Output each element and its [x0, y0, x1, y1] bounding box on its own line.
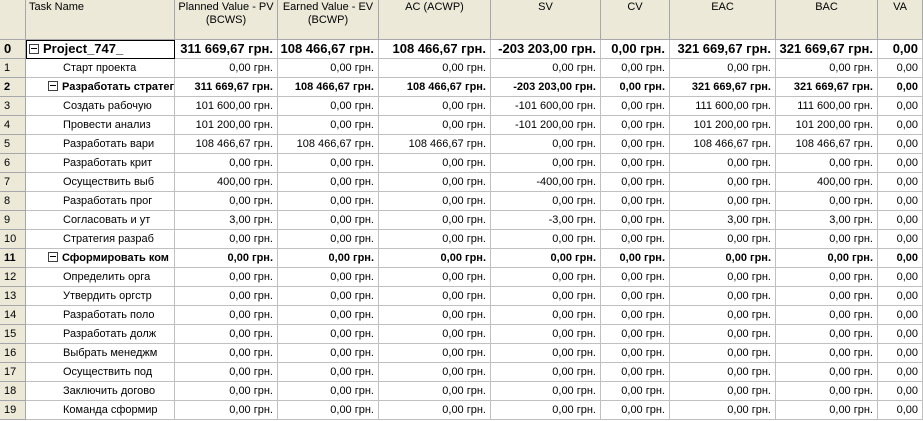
actual-cost-cell[interactable]: 108 466,67 грн. [379, 135, 491, 154]
planned-value-header[interactable]: Planned Value - PV (BCWS) [175, 0, 278, 40]
task-name-label: Утвердить оргстр [63, 290, 152, 302]
task-name-cell[interactable] [26, 154, 175, 173]
table-row[interactable] [0, 97, 923, 116]
va-value-cell[interactable]: 0,00 [878, 268, 923, 287]
cv-value-cell[interactable]: 0,00 грн. [601, 344, 670, 363]
planned-value-cell[interactable]: 101 200,00 грн. [175, 116, 278, 135]
va-value-cell[interactable]: 0,00 [878, 363, 923, 382]
va-header[interactable]: VA [878, 0, 923, 40]
va-value-cell[interactable]: 0,00 [878, 382, 923, 401]
eac-value-cell[interactable]: 0,00 грн. [670, 325, 776, 344]
actual-cost-cell[interactable]: 0,00 грн. [379, 287, 491, 306]
va-value-cell[interactable]: 0,00 [878, 325, 923, 344]
task-name-header[interactable]: Task Name [26, 0, 175, 40]
bac-value-cell[interactable]: 0,00 грн. [776, 363, 878, 382]
task-name-label: Разработать стратег [62, 81, 175, 93]
earned-value-cell[interactable]: 0,00 грн. [278, 154, 379, 173]
table-row[interactable] [0, 344, 923, 363]
planned-value-cell[interactable]: 0,00 грн. [175, 59, 278, 78]
earned-value-cell[interactable]: 0,00 грн. [278, 230, 379, 249]
actual-cost-cell[interactable]: 0,00 грн. [379, 192, 491, 211]
cv-value-cell[interactable]: 0,00 грн. [601, 268, 670, 287]
cv-value-cell[interactable]: 0,00 грн. [601, 363, 670, 382]
task-name-cell[interactable] [26, 363, 175, 382]
planned-value-cell[interactable]: 0,00 грн. [175, 230, 278, 249]
task-name-label: Осуществить выб [63, 176, 155, 188]
va-value-cell[interactable]: 0,00 [878, 344, 923, 363]
planned-value-cell[interactable]: 101 600,00 грн. [175, 97, 278, 116]
eac-value-cell[interactable]: 0,00 грн. [670, 268, 776, 287]
cv-value-cell[interactable]: 0,00 грн. [601, 59, 670, 78]
task-name-cell[interactable] [26, 325, 175, 344]
actual-cost-cell[interactable]: 0,00 грн. [379, 59, 491, 78]
sv-value-cell[interactable]: -101 600,00 грн. [491, 97, 601, 116]
task-name-cell[interactable] [26, 287, 175, 306]
sv-value-cell[interactable]: 0,00 грн. [491, 135, 601, 154]
table-row[interactable] [0, 40, 923, 59]
task-name-label: Разработать крит [63, 157, 153, 169]
planned-value-cell[interactable]: 0,00 грн. [175, 325, 278, 344]
task-name-cell[interactable] [26, 306, 175, 325]
planned-value-cell[interactable]: 3,00 грн. [175, 211, 278, 230]
collapse-icon[interactable] [48, 252, 58, 262]
actual-cost-cell[interactable]: 0,00 грн. [379, 401, 491, 420]
va-value-cell[interactable]: 0,00 [878, 230, 923, 249]
task-name-label: Выбрать менеджм [63, 347, 158, 359]
table-row[interactable] [0, 116, 923, 135]
task-name-cell[interactable] [26, 249, 175, 268]
actual-cost-cell[interactable]: 108 466,67 грн. [379, 78, 491, 97]
sv-value-cell[interactable]: 0,00 грн. [491, 59, 601, 78]
va-value-cell[interactable]: 0,00 [878, 40, 923, 59]
va-value-cell[interactable]: 0,00 [878, 192, 923, 211]
row-id-cell[interactable]: 13 [0, 287, 26, 306]
eac-value-cell[interactable]: 0,00 грн. [670, 363, 776, 382]
eac-value-cell[interactable]: 0,00 грн. [670, 230, 776, 249]
planned-value-cell[interactable]: 400,00 грн. [175, 173, 278, 192]
task-name-cell[interactable] [26, 97, 175, 116]
cv-value-cell[interactable]: 0,00 грн. [601, 230, 670, 249]
sv-value-cell[interactable]: 0,00 грн. [491, 154, 601, 173]
table-header [0, 0, 923, 40]
eac-value-cell[interactable]: 0,00 грн. [670, 173, 776, 192]
task-name-cell[interactable] [26, 211, 175, 230]
sv-value-cell[interactable]: 0,00 грн. [491, 306, 601, 325]
actual-cost-cell[interactable]: 0,00 грн. [379, 211, 491, 230]
row-id-cell[interactable]: 0 [0, 40, 26, 59]
task-name-cell[interactable] [26, 78, 175, 97]
task-name-label: Сформировать ком [62, 252, 169, 264]
va-value-cell[interactable]: 0,00 [878, 59, 923, 78]
earned-value-cell[interactable]: 0,00 грн. [278, 173, 379, 192]
eac-value-cell[interactable]: 0,00 грн. [670, 382, 776, 401]
earned-value-cell[interactable]: 0,00 грн. [278, 325, 379, 344]
task-name-label: Команда сформир [63, 404, 158, 416]
planned-value-cell[interactable]: 0,00 грн. [175, 192, 278, 211]
cv-value-cell[interactable]: 0,00 грн. [601, 287, 670, 306]
task-name-label: Разработать поло [63, 309, 155, 321]
task-name-label: Разработать прог [63, 195, 153, 207]
table-row[interactable] [0, 230, 923, 249]
cv-value-cell[interactable]: 0,00 грн. [601, 325, 670, 344]
earned-value-cell[interactable]: 108 466,67 грн. [278, 78, 379, 97]
sv-value-cell[interactable]: 0,00 грн. [491, 230, 601, 249]
va-value-cell[interactable]: 0,00 [878, 116, 923, 135]
bac-value-cell[interactable]: 321 669,67 грн. [776, 78, 878, 97]
task-name-label: Стратегия разраб [63, 233, 154, 245]
table-row[interactable] [0, 287, 923, 306]
row-id-cell[interactable]: 9 [0, 211, 26, 230]
bac-value-cell[interactable]: 101 200,00 грн. [776, 116, 878, 135]
eac-value-cell[interactable]: 0,00 грн. [670, 192, 776, 211]
earned-value-cell[interactable]: 0,00 грн. [278, 268, 379, 287]
va-value-cell[interactable]: 0,00 [878, 287, 923, 306]
bac-value-cell[interactable]: 0,00 грн. [776, 287, 878, 306]
bac-value-cell[interactable]: 0,00 грн. [776, 401, 878, 420]
row-id-cell[interactable]: 3 [0, 97, 26, 116]
earned-value-cell[interactable]: 0,00 грн. [278, 287, 379, 306]
va-value-cell[interactable]: 0,00 [878, 97, 923, 116]
actual-cost-cell[interactable]: 0,00 грн. [379, 306, 491, 325]
eac-value-cell[interactable]: 0,00 грн. [670, 59, 776, 78]
table-row[interactable] [0, 78, 923, 97]
earned-value-cell[interactable]: 0,00 грн. [278, 249, 379, 268]
actual-cost-cell[interactable]: 0,00 грн. [379, 116, 491, 135]
task-name-cell[interactable] [26, 382, 175, 401]
eac-value-cell[interactable]: 0,00 грн. [670, 287, 776, 306]
va-value-cell[interactable]: 0,00 [878, 249, 923, 268]
sv-value-cell[interactable]: 0,00 грн. [491, 249, 601, 268]
va-value-cell[interactable]: 0,00 [878, 173, 923, 192]
bac-value-cell[interactable]: 0,00 грн. [776, 192, 878, 211]
task-name-label: Старт проекта [63, 62, 137, 74]
task-name-cell[interactable] [26, 401, 175, 420]
earned-value-cell[interactable]: 0,00 грн. [278, 97, 379, 116]
sv-value-cell[interactable]: -101 200,00 грн. [491, 116, 601, 135]
planned-value-cell[interactable]: 311 669,67 грн. [175, 40, 278, 59]
earned-value-cell[interactable]: 0,00 грн. [278, 363, 379, 382]
va-value-cell[interactable]: 0,00 [878, 306, 923, 325]
bac-value-cell[interactable]: 0,00 грн. [776, 59, 878, 78]
sv-value-cell[interactable]: -3,00 грн. [491, 211, 601, 230]
cv-value-cell[interactable]: 0,00 грн. [601, 173, 670, 192]
bac-value-cell[interactable]: 0,00 грн. [776, 154, 878, 173]
earned-value-header[interactable]: Earned Value - EV (BCWP) [278, 0, 379, 40]
earned-value-cell[interactable]: 0,00 грн. [278, 401, 379, 420]
actual-cost-cell[interactable]: 0,00 грн. [379, 230, 491, 249]
planned-value-cell[interactable]: 0,00 грн. [175, 249, 278, 268]
task-name-label: Разработать долж [63, 328, 157, 340]
planned-value-cell[interactable]: 0,00 грн. [175, 363, 278, 382]
bac-value-cell[interactable]: 108 466,67 грн. [776, 135, 878, 154]
earned-value-cell[interactable]: 0,00 грн. [278, 192, 379, 211]
cv-value-cell[interactable]: 0,00 грн. [601, 78, 670, 97]
row-id-cell[interactable]: 11 [0, 249, 26, 268]
planned-value-cell[interactable]: 0,00 грн. [175, 306, 278, 325]
eac-header[interactable]: EAC [670, 0, 776, 40]
row-id-cell[interactable]: 15 [0, 325, 26, 344]
eac-value-cell[interactable]: 321 669,67 грн. [670, 78, 776, 97]
row-id-cell[interactable]: 6 [0, 154, 26, 173]
bac-header[interactable]: BAC [776, 0, 878, 40]
earned-value-cell[interactable]: 0,00 грн. [278, 211, 379, 230]
task-name-cell[interactable] [26, 192, 175, 211]
sv-value-cell[interactable]: 0,00 грн. [491, 325, 601, 344]
table-row[interactable] [0, 135, 923, 154]
actual-cost-cell[interactable]: 0,00 грн. [379, 173, 491, 192]
actual-cost-cell[interactable]: 0,00 грн. [379, 154, 491, 173]
row-id-cell[interactable]: 16 [0, 344, 26, 363]
actual-cost-cell[interactable]: 0,00 грн. [379, 363, 491, 382]
cv-value-cell[interactable]: 0,00 грн. [601, 154, 670, 173]
table-row[interactable] [0, 382, 923, 401]
earned-value-cell[interactable]: 0,00 грн. [278, 382, 379, 401]
sv-value-cell[interactable]: 0,00 грн. [491, 268, 601, 287]
planned-value-cell[interactable]: 0,00 грн. [175, 382, 278, 401]
actual-cost-cell[interactable]: 0,00 грн. [379, 382, 491, 401]
actual-cost-cell[interactable]: 0,00 грн. [379, 344, 491, 363]
cv-value-cell[interactable]: 0,00 грн. [601, 382, 670, 401]
sv-value-cell[interactable]: 0,00 грн. [491, 287, 601, 306]
task-name-cell[interactable] [26, 344, 175, 363]
task-name-label: Создать рабочую [63, 100, 152, 112]
task-name-cell[interactable] [26, 268, 175, 287]
planned-value-cell[interactable]: 0,00 грн. [175, 287, 278, 306]
eac-value-cell[interactable]: 0,00 грн. [670, 154, 776, 173]
sv-value-cell[interactable]: 0,00 грн. [491, 192, 601, 211]
earned-value-cell[interactable]: 0,00 грн. [278, 344, 379, 363]
cv-value-cell[interactable]: 0,00 грн. [601, 97, 670, 116]
eac-value-cell[interactable]: 101 200,00 грн. [670, 116, 776, 135]
bac-value-cell[interactable]: 3,00 грн. [776, 211, 878, 230]
cv-value-cell[interactable]: 0,00 грн. [601, 306, 670, 325]
bac-value-cell[interactable]: 0,00 грн. [776, 249, 878, 268]
cv-value-cell[interactable]: 0,00 грн. [601, 135, 670, 154]
va-value-cell[interactable]: 0,00 [878, 78, 923, 97]
row-id-cell[interactable]: 4 [0, 116, 26, 135]
actual-cost-cell[interactable]: 0,00 грн. [379, 97, 491, 116]
bac-value-cell[interactable]: 111 600,00 грн. [776, 97, 878, 116]
actual-cost-cell[interactable]: 108 466,67 грн. [379, 40, 491, 59]
va-value-cell[interactable]: 0,00 [878, 401, 923, 420]
sv-value-cell[interactable]: 0,00 грн. [491, 344, 601, 363]
sv-value-cell[interactable]: 0,00 грн. [491, 382, 601, 401]
actual-cost-cell[interactable]: 0,00 грн. [379, 249, 491, 268]
actual-cost-header[interactable]: AC (ACWP) [379, 0, 491, 40]
task-name-label: Согласовать и ут [63, 214, 151, 226]
sv-value-cell[interactable]: -400,00 грн. [491, 173, 601, 192]
earned-value-cell[interactable]: 0,00 грн. [278, 116, 379, 135]
actual-cost-cell[interactable]: 0,00 грн. [379, 268, 491, 287]
task-name-cell[interactable] [26, 230, 175, 249]
earned-value-cell[interactable]: 0,00 грн. [278, 59, 379, 78]
eac-value-cell[interactable]: 0,00 грн. [670, 401, 776, 420]
cv-header[interactable]: CV [601, 0, 670, 40]
eac-value-cell[interactable]: 321 669,67 грн. [670, 40, 776, 59]
earned-value-cell[interactable]: 108 466,67 грн. [278, 135, 379, 154]
collapse-icon[interactable] [29, 44, 39, 54]
bac-value-cell[interactable]: 0,00 грн. [776, 325, 878, 344]
eac-value-cell[interactable]: 0,00 грн. [670, 306, 776, 325]
row-id-cell[interactable]: 2 [0, 78, 26, 97]
table-row[interactable] [0, 173, 923, 192]
task-name-cell[interactable] [26, 116, 175, 135]
cv-value-cell[interactable]: 0,00 грн. [601, 40, 670, 59]
eac-value-cell[interactable]: 0,00 грн. [670, 249, 776, 268]
eac-value-cell[interactable]: 111 600,00 грн. [670, 97, 776, 116]
task-name-label: Осуществить под [63, 366, 153, 378]
task-name-cell[interactable] [26, 135, 175, 154]
eac-value-cell[interactable]: 0,00 грн. [670, 344, 776, 363]
bac-value-cell[interactable]: 321 669,67 грн. [776, 40, 878, 59]
row-id-cell[interactable]: 12 [0, 268, 26, 287]
cv-value-cell[interactable]: 0,00 грн. [601, 211, 670, 230]
row-id-cell[interactable]: 1 [0, 59, 26, 78]
planned-value-cell[interactable]: 0,00 грн. [175, 154, 278, 173]
planned-value-cell[interactable]: 108 466,67 грн. [175, 135, 278, 154]
bac-value-cell[interactable]: 0,00 грн. [776, 230, 878, 249]
bac-value-cell[interactable]: 0,00 грн. [776, 306, 878, 325]
table-row[interactable] [0, 325, 923, 344]
table-row[interactable] [0, 59, 923, 78]
table-row[interactable] [0, 192, 923, 211]
task-name-cell[interactable] [26, 59, 175, 78]
row-id-cell[interactable]: 5 [0, 135, 26, 154]
task-name-label: Project_747_ [43, 41, 124, 56]
task-name-label: Заключить догово [63, 385, 156, 397]
row-id-cell[interactable]: 17 [0, 363, 26, 382]
eac-value-cell[interactable]: 108 466,67 грн. [670, 135, 776, 154]
row-id-cell[interactable]: 14 [0, 306, 26, 325]
table-row[interactable] [0, 249, 923, 268]
table-row[interactable] [0, 211, 923, 230]
cv-value-cell[interactable]: 0,00 грн. [601, 116, 670, 135]
task-name-cell[interactable] [26, 40, 175, 59]
sv-value-cell[interactable]: 0,00 грн. [491, 401, 601, 420]
row-id-cell[interactable]: 19 [0, 401, 26, 420]
earned-value-cell[interactable]: 108 466,67 грн. [278, 40, 379, 59]
bac-value-cell[interactable]: 0,00 грн. [776, 268, 878, 287]
bac-value-cell[interactable]: 400,00 грн. [776, 173, 878, 192]
row-id-cell[interactable]: 10 [0, 230, 26, 249]
cv-value-cell[interactable]: 0,00 грн. [601, 192, 670, 211]
planned-value-cell[interactable]: 311 669,67 грн. [175, 78, 278, 97]
table-row[interactable] [0, 363, 923, 382]
va-value-cell[interactable]: 0,00 [878, 154, 923, 173]
row-id-cell[interactable]: 18 [0, 382, 26, 401]
cv-value-cell[interactable]: 0,00 грн. [601, 401, 670, 420]
cv-value-cell[interactable]: 0,00 грн. [601, 249, 670, 268]
sv-value-cell[interactable]: -203 203,00 грн. [491, 40, 601, 59]
table-row[interactable] [0, 401, 923, 420]
earned-value-cell[interactable]: 0,00 грн. [278, 306, 379, 325]
eac-value-cell[interactable]: 3,00 грн. [670, 211, 776, 230]
collapse-icon[interactable] [48, 81, 58, 91]
bac-value-cell[interactable]: 0,00 грн. [776, 344, 878, 363]
task-name-label: Разработать вари [63, 138, 155, 150]
task-name-label: Определить орга [63, 271, 151, 283]
row-id-cell[interactable]: 7 [0, 173, 26, 192]
task-name-cell[interactable] [26, 173, 175, 192]
planned-value-cell[interactable]: 0,00 грн. [175, 344, 278, 363]
table-row[interactable] [0, 268, 923, 287]
sv-header[interactable]: SV [491, 0, 601, 40]
va-value-cell[interactable]: 0,00 [878, 135, 923, 154]
bac-value-cell[interactable]: 0,00 грн. [776, 382, 878, 401]
row-id-cell[interactable]: 8 [0, 192, 26, 211]
table-row[interactable] [0, 154, 923, 173]
sv-value-cell[interactable]: 0,00 грн. [491, 363, 601, 382]
sv-value-cell[interactable]: -203 203,00 грн. [491, 78, 601, 97]
planned-value-cell[interactable]: 0,00 грн. [175, 401, 278, 420]
task-name-label: Провести анализ [63, 119, 151, 131]
va-value-cell[interactable]: 0,00 [878, 211, 923, 230]
actual-cost-cell[interactable]: 0,00 грн. [379, 325, 491, 344]
table-row[interactable] [0, 306, 923, 325]
row-number-header[interactable] [0, 0, 26, 40]
planned-value-cell[interactable]: 0,00 грн. [175, 268, 278, 287]
